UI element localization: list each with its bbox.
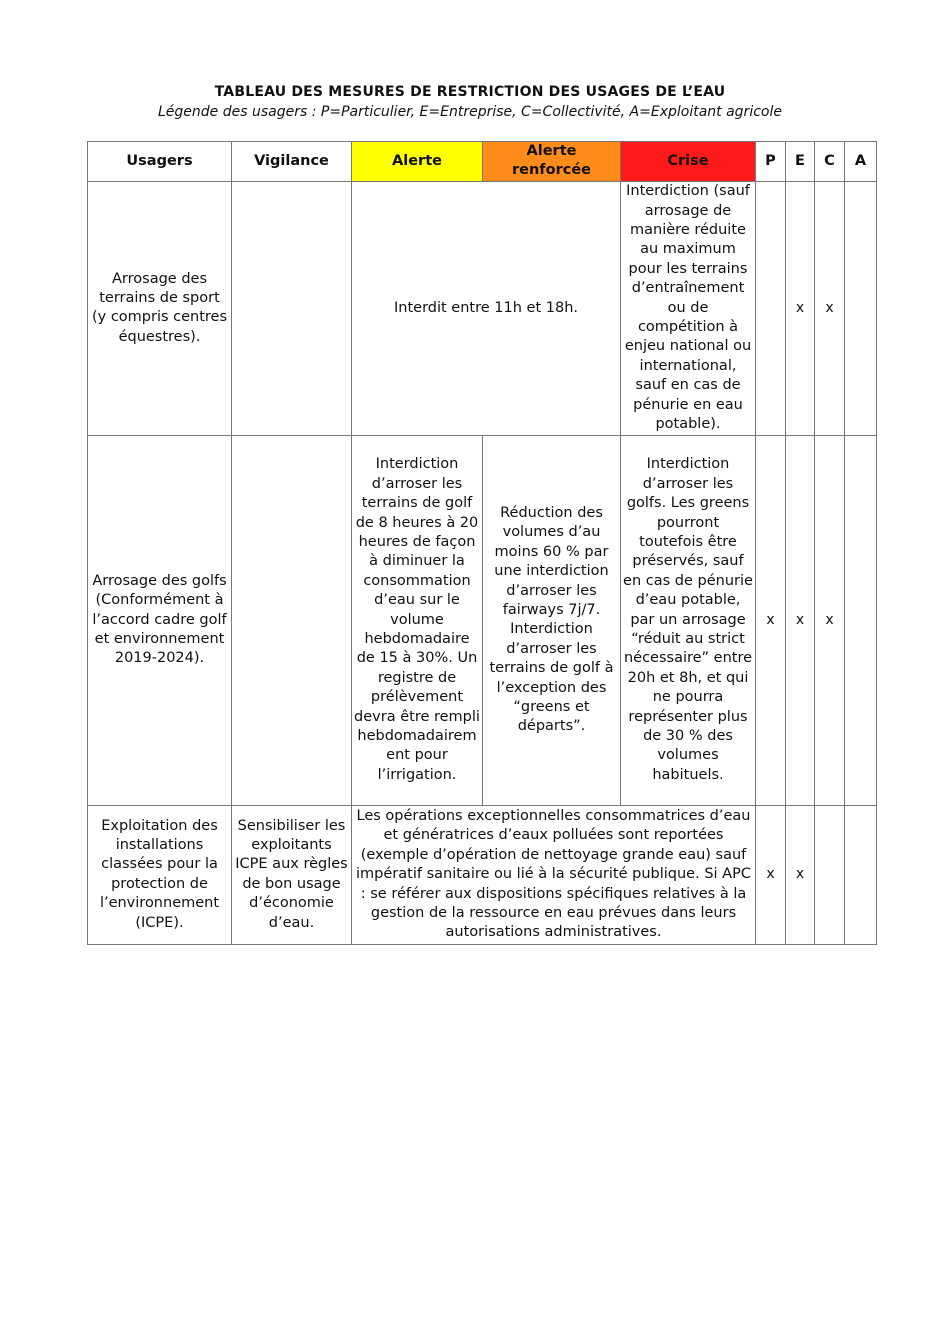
header-c: C [815, 142, 845, 182]
header-crise: Crise [621, 142, 756, 182]
cell-usager: Arrosage des terrains de sport (y compris centres équestres). [88, 181, 232, 435]
restriction-table [87, 141, 877, 945]
cell-a [845, 181, 877, 435]
cell-crise: Interdiction d’arroser les golfs. Les greens pourront toutefois être préservés, sauf en cas de pénurie d’eau potable, par un arrosage “réduit au strict nécessaire” entre 20h et 8h, et qui ne pourra représenter plus de 30 % des volumes habituels. [621, 435, 756, 805]
cell-a [845, 435, 877, 805]
cell-c [815, 805, 845, 944]
cell-alerte: Interdiction d’arroser les terrains de golf de 8 heures à 20 heures de façon à diminuer la consommation d’eau sur le volume hebdomadaire de 15 à 30%. Un registre de prélèvement devra être rempli hebdomadairement pour l’irrigation. [352, 435, 483, 805]
cell-e: x [786, 181, 815, 435]
cell-usager: Arrosage des golfs (Conformément à l’accord cadre golf et environnement 2019-2024). [88, 435, 232, 805]
header-usagers: Usagers [88, 142, 232, 182]
table-row [88, 435, 877, 805]
page-title: TABLEAU DES MESURES DE RESTRICTION DES USAGES DE L’EAU [214, 84, 726, 100]
cell-c: x [815, 435, 845, 805]
cell-vigilance [232, 181, 352, 435]
cell-p: x [756, 805, 786, 944]
header-vigilance: Vigilance [232, 142, 352, 182]
header-e: E [786, 142, 815, 182]
cell-alerte-merged: Interdit entre 11h et 18h. [352, 181, 621, 435]
cell-crise: Interdiction (sauf arrosage de manière réduite au maximum pour les terrains d’entraînement ou de compétition à enjeu national ou international, sauf en cas de pénurie en eau potable). [621, 181, 756, 435]
cell-vigilance: Sensibiliser les exploitants ICPE aux règles de bon usage d’économie d’eau. [232, 805, 352, 944]
header-row [88, 142, 877, 182]
header-alerte-renforcee: Alerte renforcée [483, 142, 621, 182]
cell-e: x [786, 435, 815, 805]
cell-a [845, 805, 877, 944]
header-p: P [756, 142, 786, 182]
legend-text: Légende des usagers : P=Particulier, E=Entreprise, C=Collectivité, A=Exploitant agricole [158, 104, 782, 120]
table-row [88, 805, 877, 944]
cell-merged-measures: Les opérations exceptionnelles consommatrices d’eau et génératrices d’eaux polluées sont reportées (exemple d’opération de nettoyage grande eau) sauf impératif sanitaire ou lié à la sécurité publique. Si APC : se référer aux dispositions spécifiques relatives à la gestion de la ressource en eau prévues dans leurs autorisations administratives. [352, 805, 756, 944]
cell-p [756, 181, 786, 435]
header-alerte: Alerte [352, 142, 483, 182]
cell-usager: Exploitation des installations classées pour la protection de l’environnement (ICPE). [88, 805, 232, 944]
cell-e: x [786, 805, 815, 944]
cell-c: x [815, 181, 845, 435]
cell-p: x [756, 435, 786, 805]
table-row [88, 181, 877, 435]
cell-alerte-renforcee: Réduction des volumes d’au moins 60 % par une interdiction d’arroser les fairways 7j/7. Interdiction d’arroser les terrains de golf à l’exception des “greens et départs”. [483, 435, 621, 805]
cell-vigilance [232, 435, 352, 805]
header-a: A [845, 142, 877, 182]
